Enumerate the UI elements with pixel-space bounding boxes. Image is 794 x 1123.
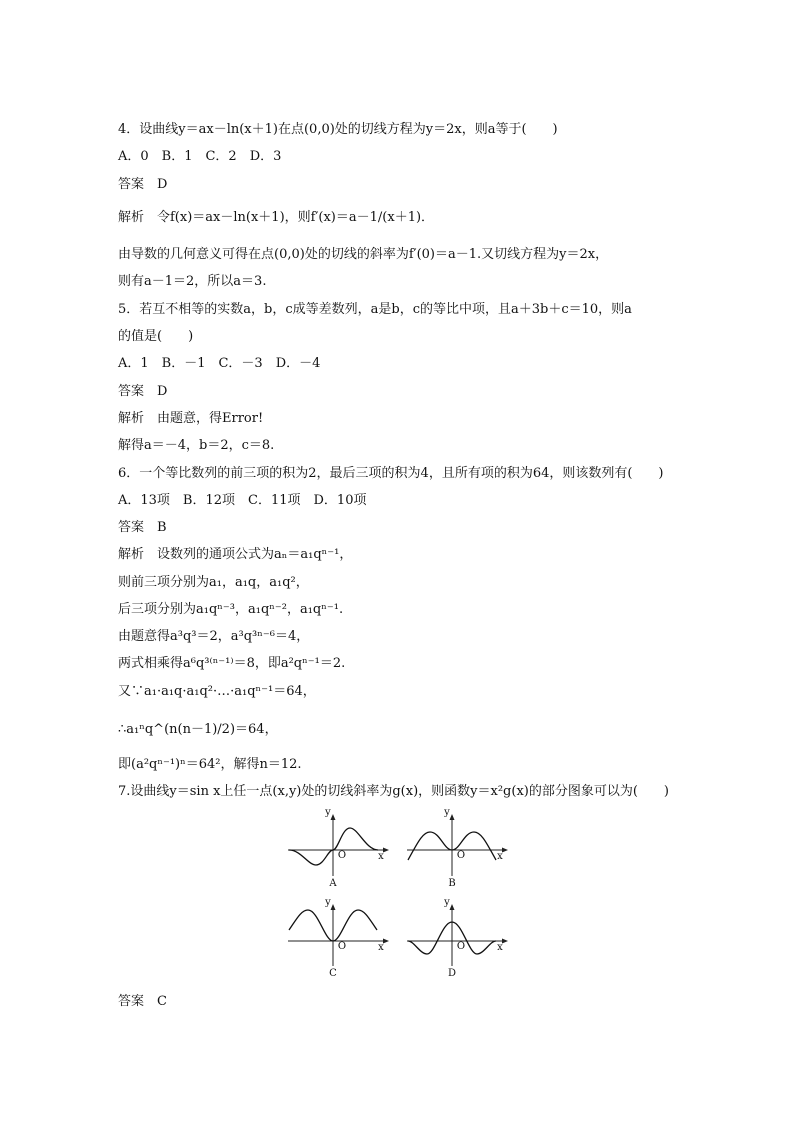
q5-options: A．1 B．－1 C．－3 D．－4 <box>118 356 321 371</box>
q7-answer: 答案 C <box>118 994 167 1009</box>
q5-stem-1: 5．若互不相等的实数a，b，c成等差数列，a是b，c的等比中项，且a＋3b＋c＝10，则a <box>118 302 632 317</box>
q5-analysis-2: 解得a＝－4，b＝2，c＝8. <box>118 438 275 453</box>
figure-b-y-label: y <box>444 807 450 818</box>
figure-d <box>402 897 512 979</box>
q6-options: A．13项 B．12项 C．11项 D．10项 <box>118 493 367 508</box>
q5-answer: 答案 D <box>118 384 168 399</box>
figure-c-caption: C <box>329 968 337 979</box>
figure-a-graph <box>283 810 393 880</box>
q6-stem: 6．一个等比数列的前三项的积为2，最后三项的积为4，且所有项的积为64，则该数列有( ) <box>118 466 664 481</box>
q6-analysis-2: 则前三项分别为a₁，a₁q，a₁q²， <box>118 575 309 590</box>
q6-analysis-7: ∴a₁ⁿq^(n(n－1)/2)＝64， <box>118 722 278 737</box>
figure-d-graph <box>402 900 512 970</box>
q4-analysis-3: 则有a－1＝2，所以a＝3. <box>118 274 267 289</box>
figure-b-caption: B <box>448 878 456 889</box>
q7-stem: 7.设曲线y＝sin x上任一点(x,y)处的切线斜率为g(x)，则函数y＝x²g(x)的部分图象可以为( ) <box>118 784 669 799</box>
q6-analysis-4: 由题意得a³q³＝2，a³q³ⁿ⁻⁶＝4， <box>118 629 310 644</box>
q4-answer: 答案 D <box>118 177 168 192</box>
q6-analysis-8: 即(a²qⁿ⁻¹)ⁿ＝64²，解得n＝12. <box>118 757 302 772</box>
figure-a-origin: O <box>337 850 347 861</box>
figure-d-y-label: y <box>444 897 450 908</box>
figure-a <box>283 807 393 889</box>
figure-d-origin: O <box>456 941 466 952</box>
q5-analysis-1: 解析 由题意，得Error! <box>118 411 264 426</box>
figure-c-x-label: x <box>378 942 384 953</box>
q6-answer: 答案 B <box>118 520 167 535</box>
q4-analysis-2: 由导数的几何意义可得在点(0,0)处的切线的斜率为f′(0)＝a－1.又切线方程为y＝2x， <box>118 247 609 262</box>
figure-c-origin: O <box>337 941 347 952</box>
figure-b-graph <box>402 810 512 880</box>
q4-options: A．0 B．1 C．2 D．3 <box>118 149 282 164</box>
figure-a-y-label: y <box>325 807 331 818</box>
figure-a-caption: A <box>329 878 337 889</box>
figure-c <box>283 897 393 979</box>
figure-d-x-label: x <box>497 942 503 953</box>
q4-stem: 4．设曲线y＝ax－ln(x＋1)在点(0,0)处的切线方程为y＝2x，则a等于( ) <box>118 122 558 137</box>
figure-b-x-label: x <box>497 851 503 862</box>
figure-b-origin: O <box>456 850 466 861</box>
q6-analysis-5: 两式相乘得a⁶q³⁽ⁿ⁻¹⁾＝8，即a²qⁿ⁻¹＝2. <box>118 656 346 671</box>
q6-analysis-6: 又∵a₁·a₁q·a₁q²·…·a₁qⁿ⁻¹＝64， <box>118 684 316 699</box>
q6-analysis-3: 后三项分别为a₁qⁿ⁻³，a₁qⁿ⁻²，a₁qⁿ⁻¹. <box>118 602 344 617</box>
figure-a-x-label: x <box>378 851 384 862</box>
figure-c-y-label: y <box>325 897 331 908</box>
q6-analysis-1: 解析 设数列的通项公式为aₙ＝a₁qⁿ⁻¹， <box>118 547 353 562</box>
figure-b <box>402 807 512 889</box>
q5-stem-2: 的值是( ) <box>118 329 194 344</box>
q4-analysis-1: 解析 令f(x)＝ax－ln(x＋1)，则f′(x)＝a－1/(x＋1)． <box>118 210 435 225</box>
figure-c-graph <box>283 900 393 970</box>
figure-d-caption: D <box>447 968 457 979</box>
